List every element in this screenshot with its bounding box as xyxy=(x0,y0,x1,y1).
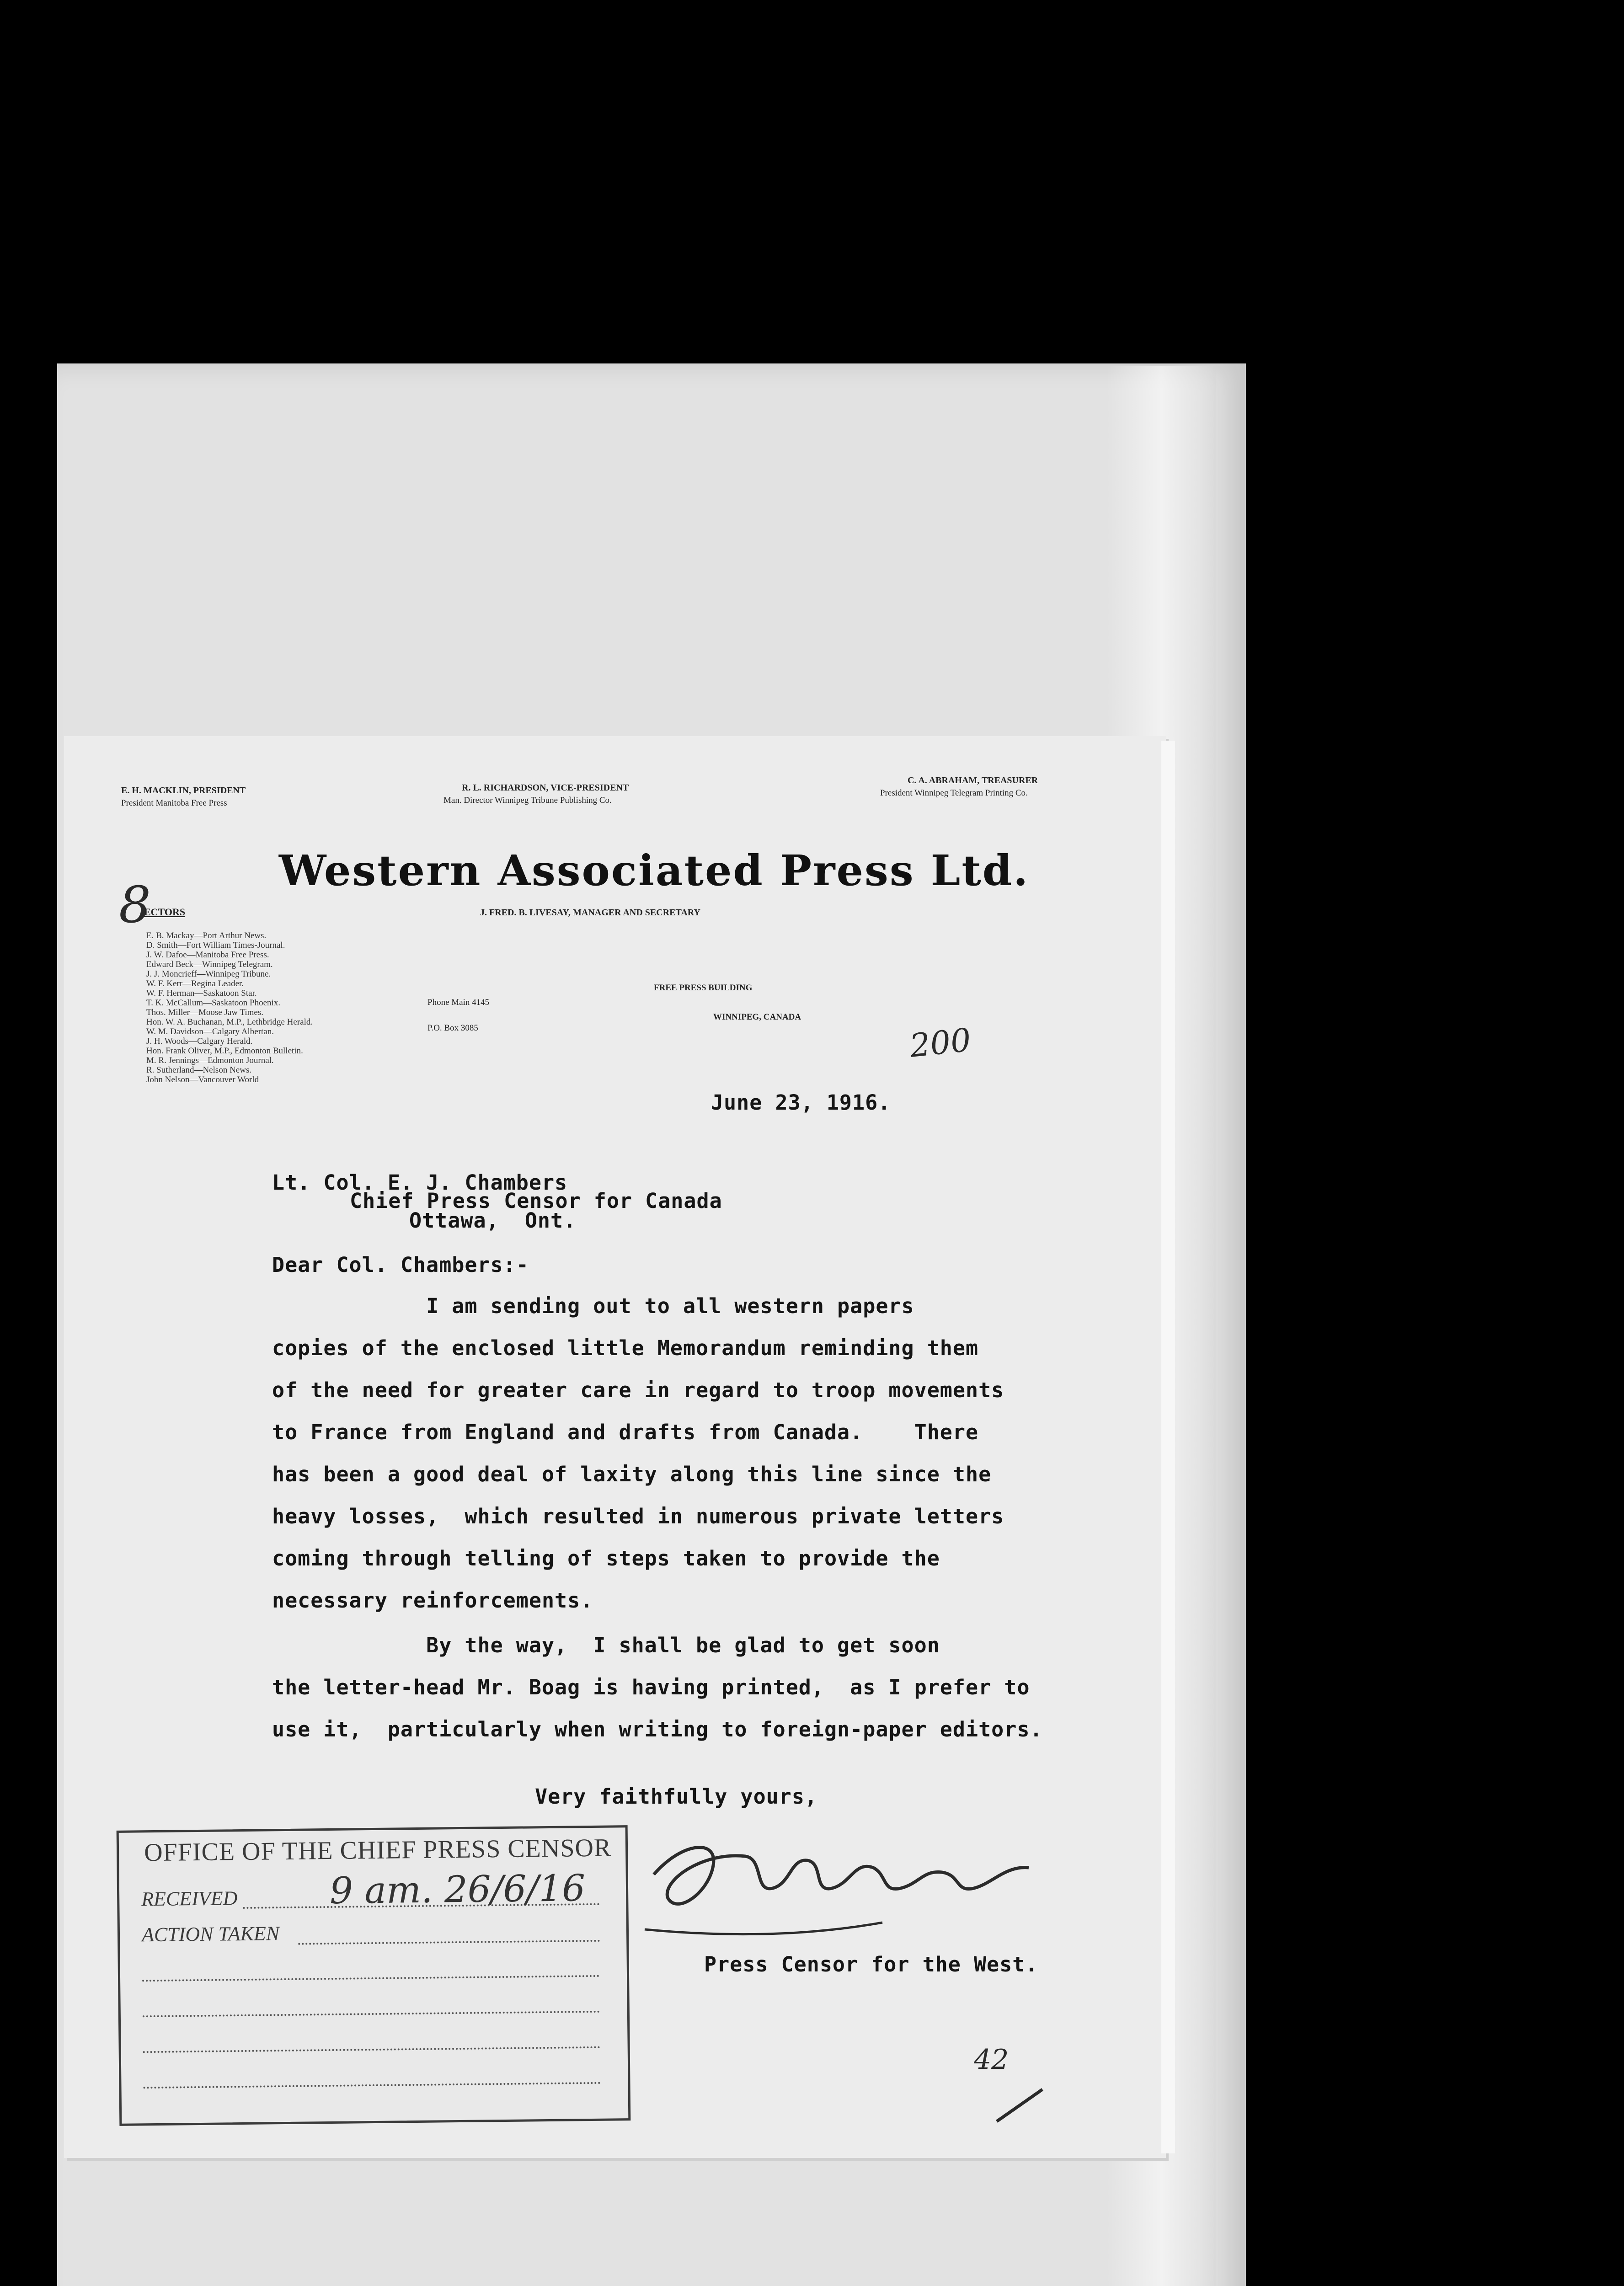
closing: Very faithfully yours, xyxy=(535,1784,818,1809)
city-name: WINNIPEG, CANADA xyxy=(713,1012,801,1022)
director-entry: Hon. W. A. Buchanan, M.P., Lethbridge Herald. xyxy=(146,1017,313,1027)
director-entry: Thos. Miller—Moose Jaw Times. xyxy=(146,1008,263,1017)
address-line: Chief Press Censor for Canada xyxy=(350,1189,722,1213)
phone-number: Phone Main 4145 xyxy=(427,998,490,1007)
address-line: Lt. Col. E. J. Chambers xyxy=(272,1170,568,1195)
page-number-handwritten: 42 xyxy=(974,2044,1009,2076)
treasurer-name: C. A. ABRAHAM, TREASURER xyxy=(908,775,1038,785)
director-entry: W. M. Davidson—Calgary Albertan. xyxy=(146,1027,274,1036)
president-role: President Manitoba Free Press xyxy=(121,798,227,808)
body-line: use it, particularly when writing to foreign-paper editors. xyxy=(272,1717,1043,1741)
stamp-title: OFFICE OF THE CHIEF PRESS CENSOR xyxy=(144,1833,612,1867)
masthead: Western Associated Press Ltd. xyxy=(279,846,1030,895)
received-stamp xyxy=(117,1825,631,2126)
director-entry: John Nelson—Vancouver World xyxy=(146,1075,259,1084)
po-box: P.O. Box 3085 xyxy=(427,1023,478,1033)
manager-line: J. FRED. B. LIVESAY, MANAGER AND SECRETARY xyxy=(480,908,700,918)
body-line: the letter-head Mr. Boag is having printed, as I prefer to xyxy=(272,1675,1030,1699)
director-entry: T. K. McCallum—Saskatoon Phoenix. xyxy=(146,998,281,1008)
director-entry: J. J. Moncrieff—Winnipeg Tribune. xyxy=(146,969,271,979)
body-line: of the need for greater care in regard to troop movements xyxy=(272,1378,1004,1402)
building-name: FREE PRESS BUILDING xyxy=(654,983,753,993)
margin-mark: 8 xyxy=(119,876,151,934)
stamp-action-label: ACTION TAKEN xyxy=(141,1922,280,1946)
vice-president-role: Man. Director Winnipeg Tribune Publishing Co. xyxy=(443,796,612,805)
body-line: I am sending out to all western papers xyxy=(272,1294,914,1318)
letter-page-edge xyxy=(1161,741,1175,2153)
directors-list xyxy=(146,931,313,1084)
director-entry: M. R. Jennings—Edmonton Journal. xyxy=(146,1056,274,1065)
signature xyxy=(626,1824,1047,1952)
director-entry: W. F. Kerr—Regina Leader. xyxy=(146,979,244,988)
file-number-handwritten: 200 xyxy=(908,1021,973,1065)
stamp-received-label: RECEIVED xyxy=(141,1887,238,1911)
body-line: heavy losses, which resulted in numerous private letters xyxy=(272,1504,1004,1528)
director-entry: W. F. Herman—Saskatoon Star. xyxy=(146,988,257,998)
director-entry: Edward Beck—Winnipeg Telegram. xyxy=(146,960,273,969)
directors-title: ECTORS xyxy=(144,906,186,918)
check-mark xyxy=(992,2085,1047,2126)
director-entry: R. Sutherland—Nelson News. xyxy=(146,1065,252,1075)
president-name: E. H. MACKLIN, PRESIDENT xyxy=(121,785,246,796)
body-line: necessary reinforcements. xyxy=(272,1588,593,1613)
director-entry: J. H. Woods—Calgary Herald. xyxy=(146,1036,253,1046)
body-line: coming through telling of steps taken to provide the xyxy=(272,1546,940,1570)
body-line: has been a good deal of laxity along this line since the xyxy=(272,1462,992,1486)
director-entry: D. Smith—Fort William Times-Journal. xyxy=(146,940,285,950)
director-entry: J. W. Dafoe—Manitoba Free Press. xyxy=(146,950,269,960)
stamp-received-value: 9 am. 26/6/16 xyxy=(329,1867,586,1912)
body-line: By the way, I shall be glad to get soon xyxy=(272,1633,940,1657)
address-line: Ottawa, Ont. xyxy=(409,1208,577,1233)
vice-president-name: R. L. RICHARDSON, VICE-PRESIDENT xyxy=(462,783,629,793)
body-line: to France from England and drafts from Canada. There xyxy=(272,1420,979,1444)
signer-title: Press Censor for the West. xyxy=(704,1952,1038,1976)
body-line: copies of the enclosed little Memorandum reminding them xyxy=(272,1336,979,1360)
treasurer-role: President Winnipeg Telegram Printing Co. xyxy=(880,788,1028,798)
letter-date: June 23, 1916. xyxy=(711,1090,891,1115)
salutation: Dear Col. Chambers:- xyxy=(272,1253,529,1277)
director-entry: E. B. Mackay—Port Arthur News. xyxy=(146,931,267,940)
director-entry: Hon. Frank Oliver, M.P., Edmonton Bulletin. xyxy=(146,1046,303,1056)
